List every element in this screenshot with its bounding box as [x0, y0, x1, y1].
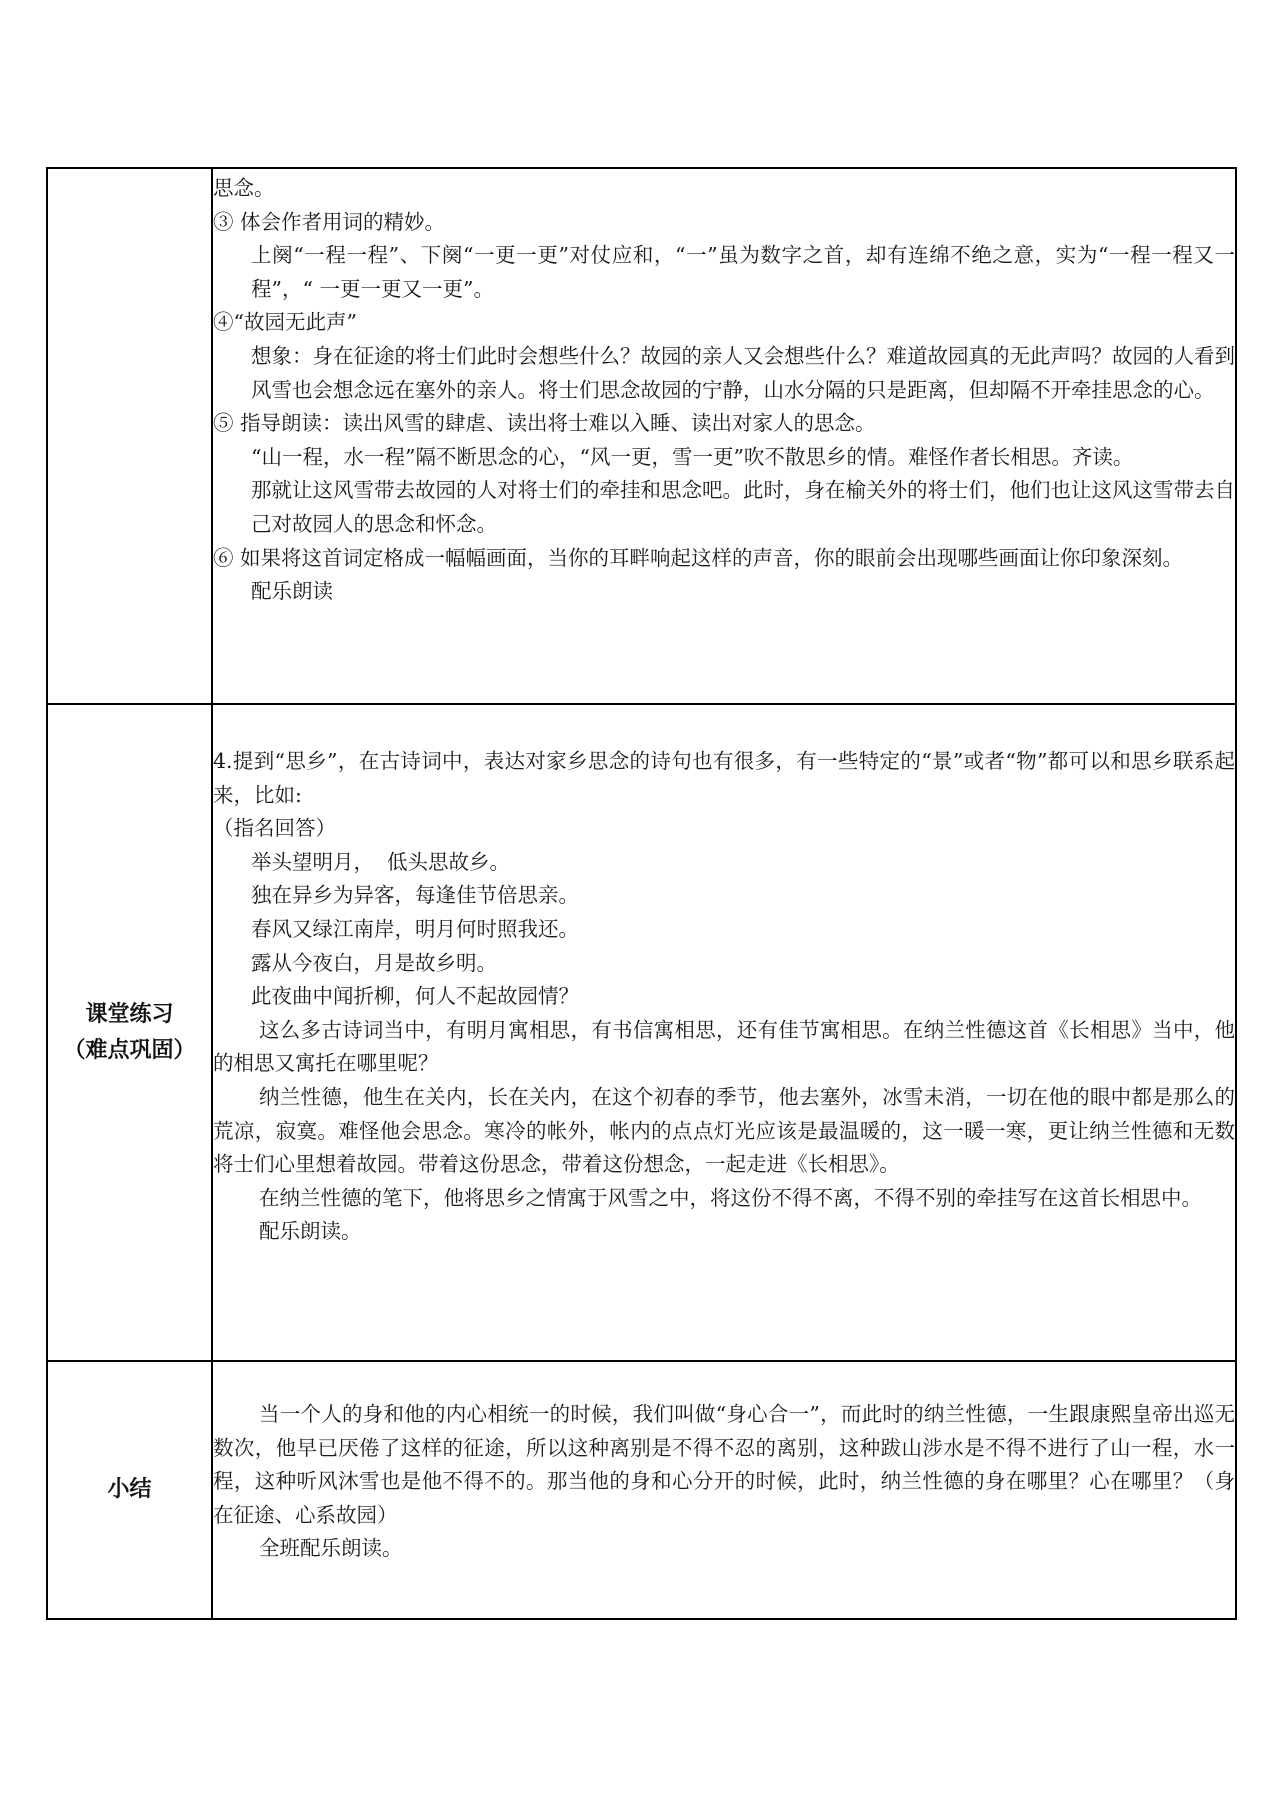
paragraph: 全班配乐朗读。 — [259, 1536, 403, 1561]
paragraph: 纳兰性德，他生在关内，长在关内，在这个初春的季节，他去塞外，冰雪未消，一切在他的眼中都是那么的荒凉，寂寞。难怪他会思念。寒冷的帐外，帐内的点点灯光应该是最温暖的，这一暖一寒，更让纳兰性德和无数将士们心里想着故园。带着这份思念，带着这份想念，一起走进《长相思》。 — [213, 1084, 1235, 1177]
poem-line: 露从今夜白，月是故乡明。 — [251, 950, 497, 975]
step-6-heading: ⑥ 如果将这首词定格成一幅幅画面，当你的耳畔响起这样的声音，你的眼前会出现哪些画面让你印象深刻。 — [213, 545, 1184, 570]
paragraph: 思念。 — [213, 176, 275, 200]
poem-line: 春风又绿江南岸，明月何时照我还。 — [251, 916, 579, 941]
label-line: 课堂练习 — [85, 1001, 174, 1027]
paragraph: 当一个人的身和他的内心相统一的时候，我们叫做“身心合一”，而此时的纳兰性德，一生跟康熙皇帝出巡无数次，他早已厌倦了这样的征途，所以这种离别是不得不忍的离别，这种跋山涉水是不得不进行了山一程，水一程，这种听风沐雪也是他不得不的。那当他的身和心分开的时候，此时，纳兰性德的身在哪里？心在哪里？（身在征途、心系故园） — [213, 1402, 1235, 1527]
paragraph: （指名回答） — [213, 816, 336, 841]
paragraph: 想象：身在征途的将士们此时会想些什么？故园的亲人又会想些什么？难道故园真的无此声吗？故园的人看到风雪也会想念远在塞外的亲人。将士们思念故园的宁静，山水分隔的只是距离，但却隔不开牵挂思念的心。 — [251, 343, 1235, 402]
cell-summary-content — [212, 1361, 1236, 1619]
table-row-reading — [47, 168, 1236, 704]
paragraph: “山一程，水一程”隔不断思念的心，“风一更，雪一更”吹不散思乡的情。难怪作者长相思。齐读。 — [251, 444, 1134, 469]
paragraph: 这么多古诗词当中，有明月寓相思，有书信寓相思，还有佳节寓相思。在纳兰性德这首《长相思》当中，他的相思又寓托在哪里呢？ — [213, 1017, 1235, 1076]
poem-line: 独在异乡为异客，每逢佳节倍思亲。 — [251, 883, 579, 908]
lesson-plan-table — [46, 167, 1237, 1620]
row-label-summary: 小结 — [47, 1361, 212, 1619]
paragraph: 那就让这风雪带去故园的人对将士们的牵挂和思念吧。此时，身在榆关外的将士们，他们也让这风这雪带去自己对故园人的思念和怀念。 — [251, 478, 1235, 536]
step-3-heading: ③ 体会作者用词的精妙。 — [213, 209, 446, 234]
row-label-practice — [47, 704, 212, 1361]
paragraph: 在纳兰性德的笔下，他将思乡之情寓于风雪之中，将这份不得不离，不得不别的牵挂写在这首长相思中。 — [259, 1185, 1202, 1210]
poem-line: 此夜曲中闻折柳，何人不起故园情？ — [251, 984, 579, 1009]
table-row-summary — [47, 1361, 1236, 1619]
cell-reading-content — [212, 168, 1236, 704]
poem-line: 举头望明月， 低头思故乡。 — [251, 849, 511, 874]
step-5-heading: ⑤ 指导朗读：读出风雪的肆虐、读出将士难以入睡、读出对家人的思念。 — [213, 411, 876, 436]
paragraph: 配乐朗读 — [251, 579, 333, 604]
paragraph: 上阕“一程一程”、下阕“一更一更”对仗应和，“一”虽为数字之首，却有连绵不绝之意，实为“一程一程又一程”，“ 一更一更又一更”。 — [251, 243, 1235, 301]
paragraph: 4.提到“思乡”，在古诗词中，表达对家乡思念的诗句也有很多，有一些特定的“景”或者“物”都可以和思乡联系起来，比如: — [213, 749, 1235, 807]
row-label-empty — [47, 168, 212, 704]
label-line: （难点巩固） — [63, 1037, 196, 1063]
table-row-practice — [47, 704, 1236, 1361]
cell-practice-content — [212, 704, 1236, 1361]
paragraph: 配乐朗读。 — [259, 1219, 362, 1244]
step-4-heading: ④“故园无此声” — [213, 310, 357, 335]
